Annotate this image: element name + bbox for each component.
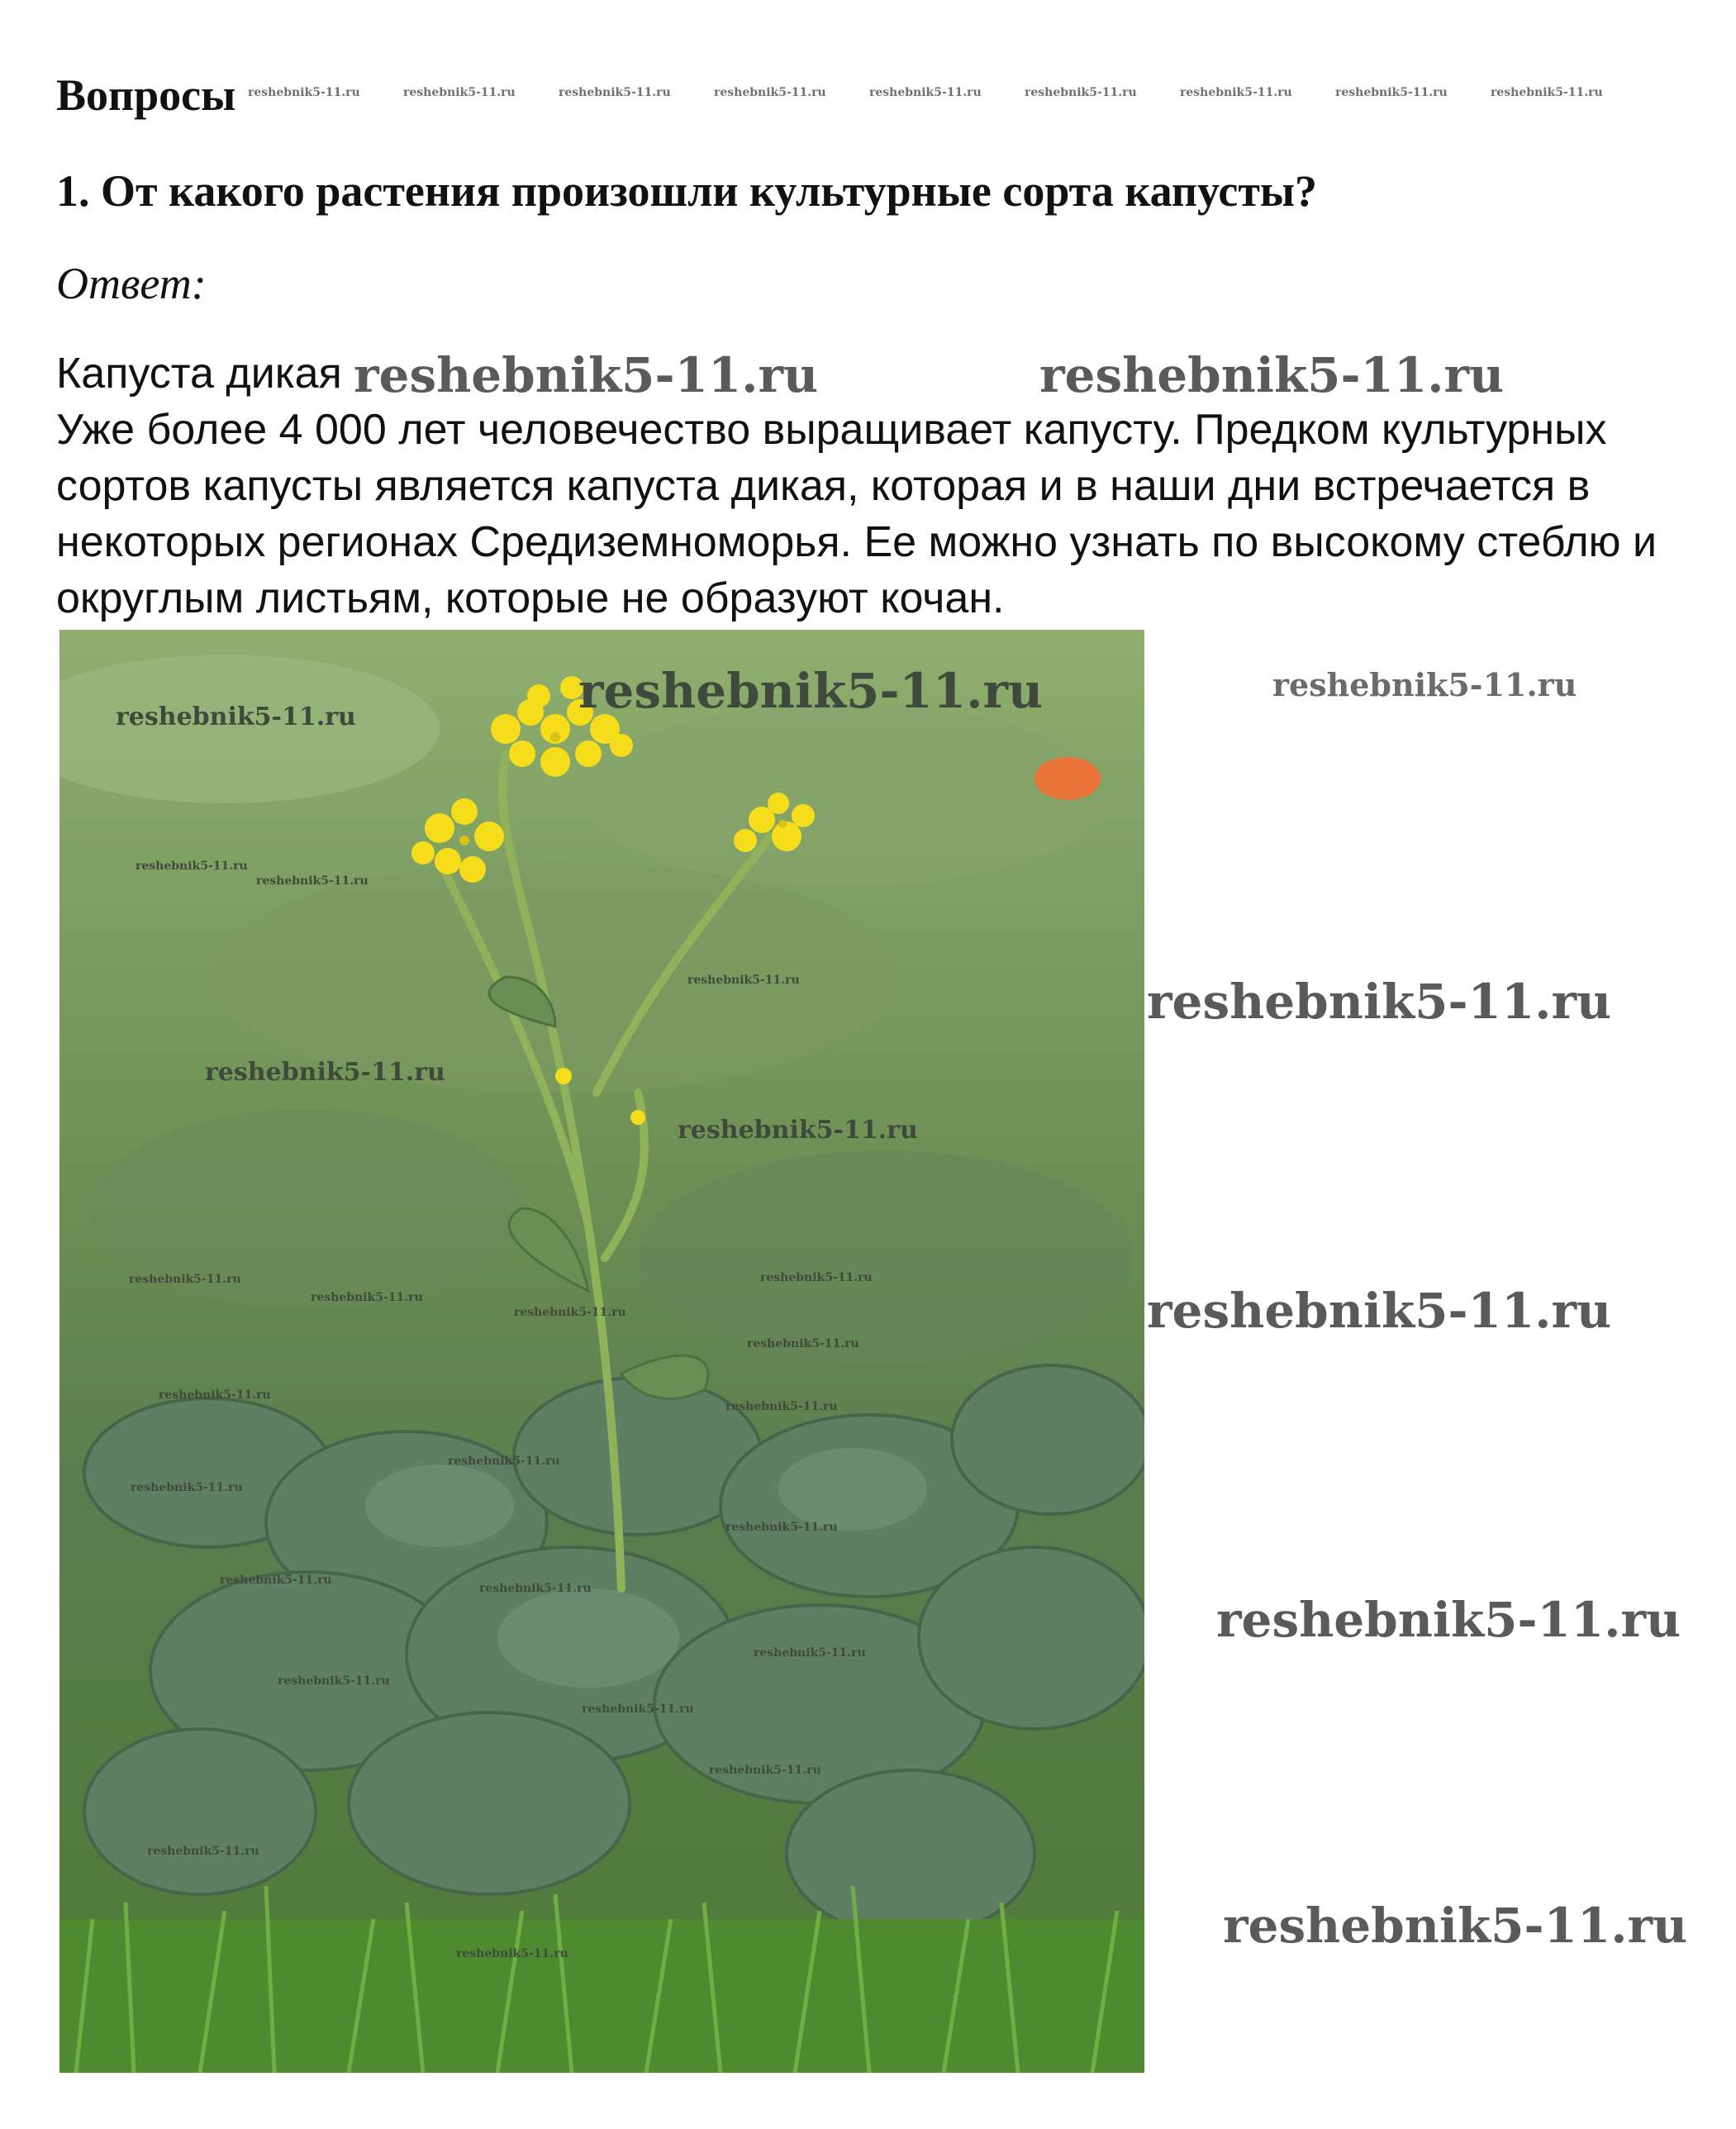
- watermark: reshebnik5-11.ru: [1147, 974, 1612, 1030]
- watermark: reshebnik5-11.ru: [131, 1481, 243, 1494]
- watermark: reshebnik5-11.ru: [747, 1337, 859, 1350]
- watermark: reshebnik5-11.ru: [129, 1273, 241, 1286]
- watermark: reshebnik5-11.ru: [147, 1845, 259, 1858]
- watermark: reshebnik5-11.ru: [1039, 347, 1505, 403]
- watermark: reshebnik5-11.ru: [354, 347, 819, 403]
- watermark: reshebnik5-11.ru: [248, 86, 360, 99]
- watermark: reshebnik5-11.ru: [1491, 86, 1603, 99]
- watermark: reshebnik5-11.ru: [1272, 666, 1577, 703]
- watermark: reshebnik5-11.ru: [116, 703, 356, 731]
- watermark: reshebnik5-11.ru: [220, 1574, 332, 1587]
- watermark: reshebnik5-11.ru: [205, 1058, 445, 1087]
- watermark: reshebnik5-11.ru: [256, 874, 369, 888]
- watermark: reshebnik5-11.ru: [448, 1455, 560, 1468]
- watermark: reshebnik5-11.ru: [714, 86, 826, 99]
- watermark: reshebnik5-11.ru: [582, 1703, 694, 1716]
- watermark: reshebnik5-11.ru: [687, 974, 800, 987]
- watermark: reshebnik5-11.ru: [1147, 1283, 1612, 1339]
- wild-cabbage-photo: [59, 630, 1144, 2073]
- watermark: reshebnik5-11.ru: [159, 1388, 271, 1402]
- watermark: reshebnik5-11.ru: [578, 663, 1044, 719]
- watermark: reshebnik5-11.ru: [725, 1400, 838, 1413]
- watermark: reshebnik5-11.ru: [136, 860, 248, 873]
- watermark: reshebnik5-11.ru: [1216, 1592, 1681, 1648]
- watermark: reshebnik5-11.ru: [311, 1291, 423, 1304]
- watermark: reshebnik5-11.ru: [278, 1674, 390, 1688]
- watermark: reshebnik5-11.ru: [1025, 86, 1137, 99]
- answer-paragraph: Уже более 4 000 лет человечество выращивает капусту. Предком культурных сортов капусты является капуста дикая, которая и в наши дни встречается в некоторых регионах Средиземноморья. Ее можно узнать по высокому стеблю и округлым листьям, которые не образуют кочан.: [56, 406, 1658, 622]
- watermark: reshebnik5-11.ru: [403, 86, 516, 99]
- watermark: reshebnik5-11.ru: [456, 1947, 568, 1960]
- watermark: reshebnik5-11.ru: [1223, 1898, 1688, 1954]
- watermark: reshebnik5-11.ru: [869, 86, 982, 99]
- watermark: reshebnik5-11.ru: [678, 1116, 918, 1145]
- answer-first-line: Капуста дикая: [56, 350, 342, 398]
- page-heading: Вопросы: [56, 70, 236, 120]
- watermark: reshebnik5-11.ru: [754, 1646, 866, 1660]
- watermark: reshebnik5-11.ru: [725, 1521, 838, 1534]
- watermark: reshebnik5-11.ru: [760, 1271, 873, 1284]
- watermark: reshebnik5-11.ru: [514, 1306, 626, 1319]
- watermark: reshebnik5-11.ru: [1180, 86, 1292, 99]
- watermark: reshebnik5-11.ru: [479, 1582, 592, 1595]
- watermark: reshebnik5-11.ru: [559, 86, 671, 99]
- watermark: reshebnik5-11.ru: [709, 1764, 821, 1777]
- watermark: reshebnik5-11.ru: [1335, 86, 1448, 99]
- question-text: 1. От какого растения произошли культурные сорта капусты?: [56, 166, 1318, 216]
- answer-label: Ответ:: [56, 259, 207, 308]
